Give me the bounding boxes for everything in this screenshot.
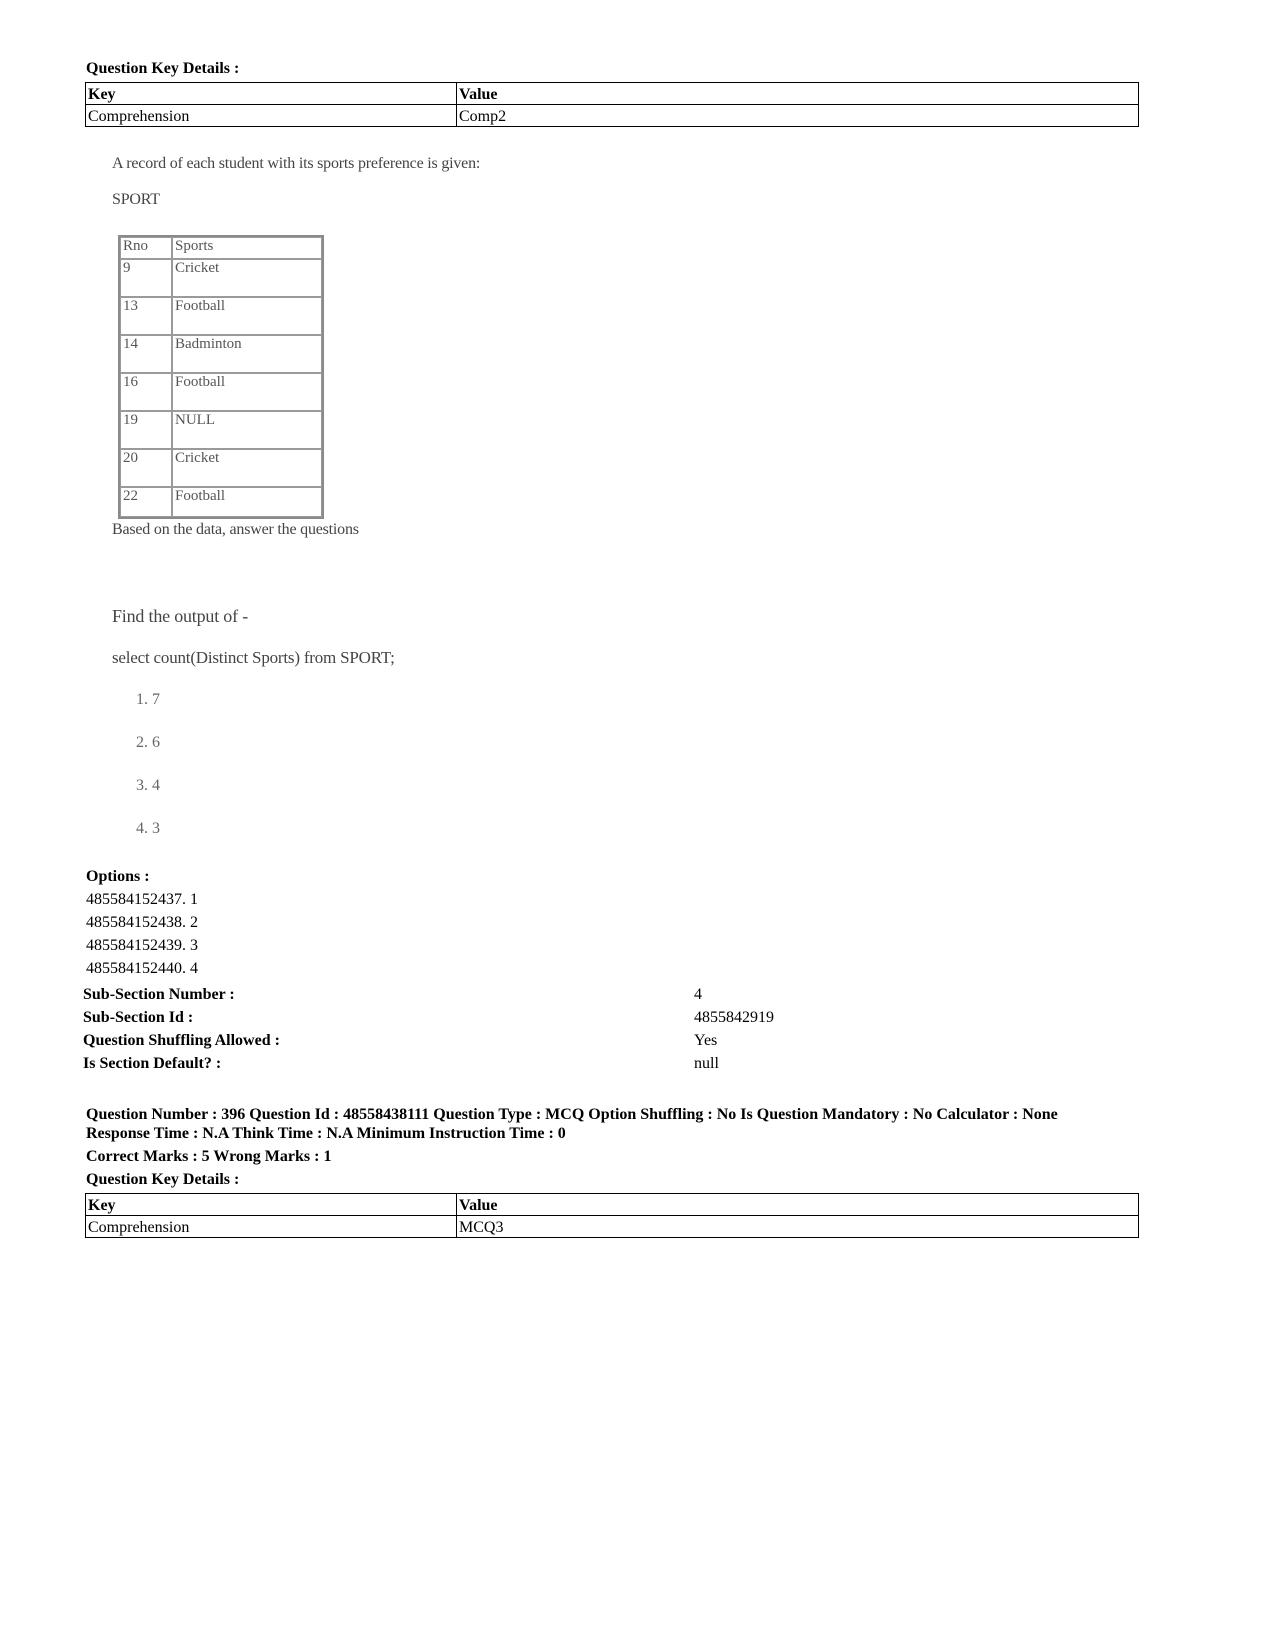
table-header-row (86, 83, 1139, 105)
rno-cell: 13 (120, 297, 172, 335)
table-row (86, 1216, 1139, 1238)
choice-item: 1. 7 (136, 691, 160, 708)
sports-cell: Cricket (172, 259, 322, 297)
rno-cell: 22 (120, 487, 172, 517)
sport-table (118, 235, 324, 519)
subsection-number-value: 4 (694, 986, 702, 1003)
rno-cell: 20 (120, 449, 172, 487)
key-cell: Comprehension (86, 105, 457, 127)
section-default-value: null (694, 1055, 719, 1072)
value-header: Value (457, 1194, 1139, 1216)
table-row (120, 297, 322, 335)
table-row (120, 411, 322, 449)
rno-cell: 19 (120, 411, 172, 449)
rno-cell: 16 (120, 373, 172, 411)
table-row (120, 373, 322, 411)
section-default-label: Is Section Default? : (83, 1055, 222, 1072)
key-header: Key (86, 1194, 457, 1216)
question-meta-line1: Question Number : 396 Question Id : 48558438111 Question Type : MCQ Option Shuffling : No Is Question Mandatory : No Calculator : None (86, 1106, 1058, 1123)
value-cell: Comp2 (457, 105, 1139, 127)
sports-cell: NULL (172, 411, 322, 449)
sport-table-header (120, 237, 322, 259)
marks-line: Correct Marks : 5 Wrong Marks : 1 (86, 1148, 332, 1165)
query-text: select count(Distinct Sports) from SPORT; (112, 648, 395, 667)
sports-cell: Badminton (172, 335, 322, 373)
option-item: 485584152438. 2 (86, 914, 198, 931)
key-header: Key (86, 83, 457, 105)
sports-cell: Football (172, 373, 322, 411)
table-header-row (86, 1194, 1139, 1216)
choice-item: 4. 3 (136, 820, 160, 837)
option-item: 485584152437. 1 (86, 891, 198, 908)
key-details-label: Question Key Details : (86, 60, 240, 77)
shuffling-allowed-label: Question Shuffling Allowed : (83, 1032, 280, 1049)
intro-text: A record of each student with its sports preference is given: (112, 155, 481, 172)
sports-cell: Football (172, 297, 322, 335)
table-row (86, 105, 1139, 127)
question-image (110, 150, 550, 890)
based-on-text: Based on the data, answer the questions (112, 521, 359, 538)
value-cell: MCQ3 (457, 1216, 1139, 1238)
table-row (120, 335, 322, 373)
options-label: Options : (86, 868, 150, 885)
option-item: 485584152439. 3 (86, 937, 198, 954)
sports-header: Sports (172, 237, 322, 259)
table-name: SPORT (112, 191, 160, 208)
rno-cell: 9 (120, 259, 172, 297)
question-meta-line2: Response Time : N.A Think Time : N.A Minimum Instruction Time : 0 (86, 1125, 566, 1142)
key-details-label: Question Key Details : (86, 1171, 240, 1188)
rno-cell: 14 (120, 335, 172, 373)
table-row (120, 449, 322, 487)
key-cell: Comprehension (86, 1216, 457, 1238)
rno-header: Rno (120, 237, 172, 259)
option-item: 485584152440. 4 (86, 960, 198, 977)
choice-item: 2. 6 (136, 734, 160, 751)
key-details-table (85, 82, 1139, 127)
sports-cell: Cricket (172, 449, 322, 487)
choice-item: 3. 4 (136, 777, 160, 794)
subsection-id-value: 4855842919 (694, 1009, 774, 1026)
subsection-number-label: Sub-Section Number : (83, 986, 235, 1003)
table-row (120, 487, 322, 517)
key-details-table (85, 1193, 1139, 1238)
find-output-text: Find the output of - (112, 606, 248, 626)
value-header: Value (457, 83, 1139, 105)
sports-cell: Football (172, 487, 322, 517)
table-row (120, 259, 322, 297)
subsection-id-label: Sub-Section Id : (83, 1009, 194, 1026)
shuffling-allowed-value: Yes (694, 1032, 718, 1049)
